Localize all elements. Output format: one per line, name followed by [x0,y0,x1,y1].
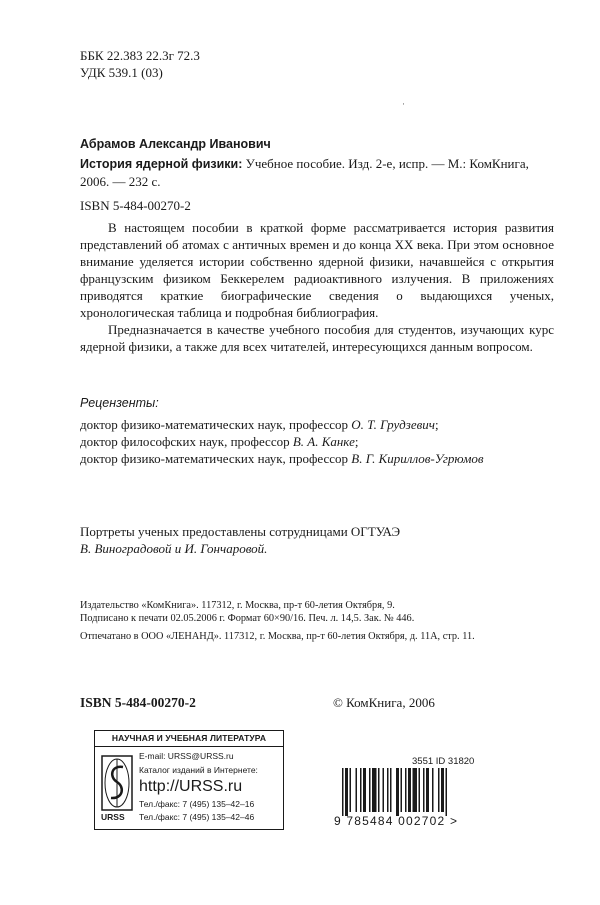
reviewer-role: доктор физико-математических наук, профессор [80,417,352,432]
isbn-line: ISBN 5-484-00270-2 [80,198,191,213]
barcode-code: 3551 ID 31820 [412,756,475,767]
urss-header: НАУЧНАЯ И УЧЕБНАЯ ЛИТЕРАТУРА [95,731,283,747]
barcode-bar [387,768,389,812]
reviewer-role: доктор философских наук, профессор [80,434,293,449]
barcode-bar [372,768,377,812]
imprint-publisher: Издательство «КомКнига». 117312, г. Москва, пр-т 60-летия Октября, 9. [80,600,395,611]
author-name: Абрамов Александр Иванович [80,137,271,151]
barcode-bar [396,768,399,816]
abstract-paragraph-2: Предназначается в качестве учебного пособия для студентов, изучающих курс ядерной физики, а также для всех читателей, интересующихся данным вопросом. [80,322,554,354]
barcode-bar [426,768,429,812]
reviewer-name: В. Г. Кириллов-Угрюмов [351,451,484,466]
barcode-bar [413,768,418,812]
reviewers-list [80,416,560,467]
classification-codes [80,47,200,81]
barcode-bar [446,768,448,816]
abstract-paragraph-1: В настоящем пособии в краткой форме рассматривается история развития представлений об атомах с античных времен и до конца XX века. При этом основное внимание уделяется истории собственно ядерной физики, начавшейся с открытия французским физиком Беккерелем радиоактивного излучения. В приложениях приводятся краткие биографические сведения о выдающихся ученых, хронологическая таблица и подробная библиография. [80,220,554,320]
barcode-bar [345,768,348,816]
reviewers-heading: Рецензенты: [80,396,159,410]
barcode-bar [350,768,352,812]
reviewer-item [80,450,560,467]
barcode-bar [356,768,358,812]
isbn-bottom: ISBN 5-484-00270-2 [80,695,196,710]
reviewer-name: В. А. Канке [292,434,355,449]
bbk-code: ББК 22.383 22.3г 72.3 [80,48,200,63]
urss-catalog: Каталог изданий в Интернете: [139,765,258,775]
barcode-bar [438,768,440,812]
udk-code: УДК 539.1 (03) [80,65,163,80]
reviewer-item [80,433,560,450]
copyright: © КомКнига, 2006 [333,695,435,710]
barcode-bar [408,768,411,812]
barcode-bar [369,768,371,812]
barcode-bar [401,768,403,812]
barcode-bar [419,768,421,812]
book-title: История ядерной физики: [80,157,243,171]
portraits-credit [80,523,400,557]
urss-logo-icon [101,755,133,811]
barcode-bar [441,768,444,812]
barcode-digits: 9 785484 002702 > [334,814,459,828]
reviewer-end: ; [354,434,359,449]
urss-info-box [94,730,284,830]
portraits-line-1: Портреты ученых предоставлены сотрудницами ОГТУАЭ [80,524,401,539]
reviewer-end: ; [434,417,439,432]
imprint-signed: Подписано к печати 02.05.2006 г. Формат 60×90/16. Печ. л. 14,5. Зак. № 446. [80,613,415,624]
imprint [80,599,560,643]
book-details: Учебное пособие. Изд. 2-е, испр. — М.: КомКнига, 2006. — 232 с. [80,156,529,189]
bibliographic-record [80,155,550,190]
barcode-bar [405,768,407,812]
reviewer-item [80,416,560,433]
portraits-line-2: В. Виноградовой и И. Гончаровой. [80,541,268,556]
urss-email: E-mail: URSS@URSS.ru [139,751,234,761]
reviewer-role: доктор физико-математических наук, профессор [80,451,352,466]
barcode-bar [383,768,385,812]
barcode-bar [423,768,425,812]
print-speck: · [402,99,405,109]
barcode-bar [432,768,434,812]
abstract [80,219,554,355]
barcode-bar [342,768,344,816]
urss-url: http://URSS.ru [139,778,243,795]
urss-phone-1: Тел./факс: 7 (495) 135–42–16 [139,799,255,809]
barcode-bar [363,768,366,812]
barcode-bar [390,768,392,812]
barcode-bar [378,768,380,812]
urss-logo-label: URSS [101,812,125,822]
urss-phone-2: Тел./факс: 7 (495) 135–42–46 [139,812,255,822]
barcode-icon [340,768,490,816]
reviewer-name: О. Т. Грудзевич [351,417,435,432]
imprint-printed: Отпечатано в ООО «ЛЕНАНД». 117312, г. Москва, пр-т 60-летия Октября, д. 11А, стр. 11. [80,631,475,642]
barcode-bar [360,768,362,812]
